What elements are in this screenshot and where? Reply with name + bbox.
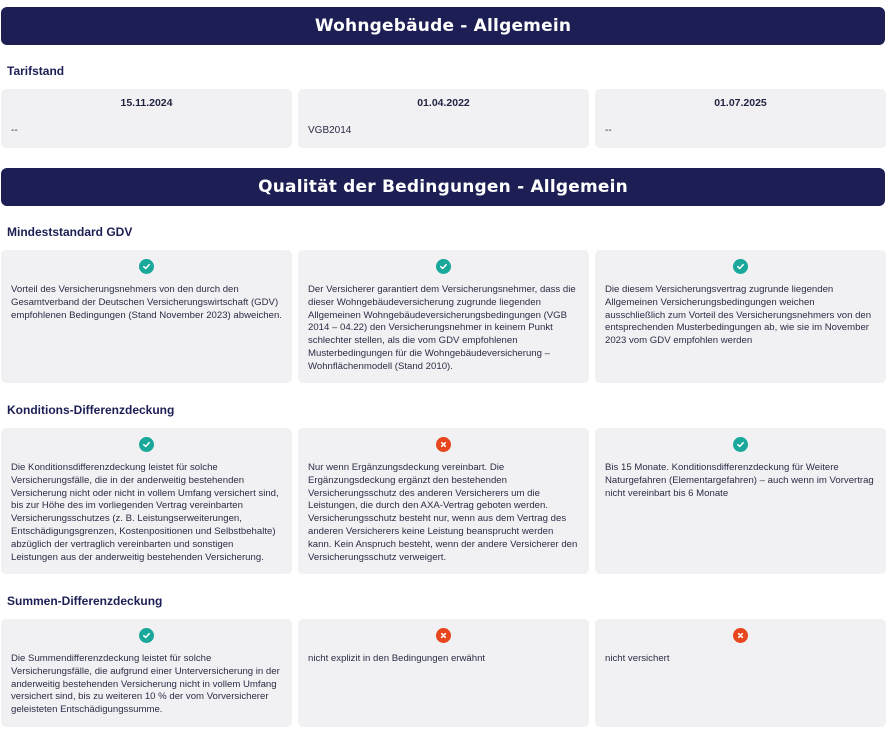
check-icon <box>436 259 451 274</box>
status-icon-wrap <box>605 437 876 452</box>
mindeststandard-label: Mindeststandard GDV <box>7 225 133 239</box>
condition-card <box>595 619 886 727</box>
tarif-date: 01.07.2025 <box>714 97 767 109</box>
cross-icon <box>436 437 451 452</box>
condition-card <box>1 250 292 383</box>
status-icon-wrap <box>308 628 579 643</box>
check-icon <box>733 259 748 274</box>
condition-text: nicht explizit in den Bedingungen erwähnt <box>308 653 486 664</box>
tarif-card <box>298 89 589 148</box>
condition-card <box>595 250 886 383</box>
check-icon <box>139 628 154 643</box>
condition-card <box>1 619 292 727</box>
cross-icon <box>733 628 748 643</box>
tarif-value: VGB2014 <box>308 125 352 136</box>
check-icon <box>733 437 748 452</box>
condition-text: Vorteil des Versicherungsnehmers von den durch den Gesamtverband der Deutschen Versicherungswirtschaft (GDV) empfohlenen Bedingungen (Stand November 2023) abweichen. <box>11 284 282 321</box>
tarifstand-label: Tarifstand <box>7 64 65 78</box>
condition-card <box>298 428 589 574</box>
tarif-date: 01.04.2022 <box>417 97 470 109</box>
cross-icon <box>436 628 451 643</box>
status-icon-wrap <box>308 437 579 452</box>
status-icon-wrap <box>11 628 282 643</box>
section-banner-quality <box>1 168 885 206</box>
condition-text: Die diesem Versicherungsvertrag zugrunde liegenden Allgemeinen Versicherungsbedingungen weichen ausschließlich zum Vorteil des Versicherungsnehmers von den entsprechenden Musterbedingungen ab, wie sie im November 2023 vom GDV empfohlen werden <box>605 284 872 347</box>
status-icon-wrap <box>605 259 876 274</box>
condition-text: Die Konditionsdifferenzdeckung leistet für solche Versicherungsfälle, die in der anderweitig bestehenden Versicherung nicht oder nicht in vollem Umfang versichert sind, bis zur Höhe des im vorliegenden Vertrag vereinbarten Versicherungsschutzes (z. B. Leistungserweiterungen, Entschädigungsgrenzen, Kostenpositionen und Selbstbehalte) abzüglich der vertraglich vereinbarten und sonstigen Leistungen aus der anderweitig bestehenden Versicherung. <box>11 462 279 563</box>
condition-card <box>298 250 589 383</box>
status-icon-wrap <box>308 259 579 274</box>
tarifstand-row <box>1 89 886 148</box>
konditionen-row <box>1 428 886 574</box>
condition-text: Nur wenn Ergänzungsdeckung vereinbart. Die Ergänzungsdeckung ergänzt den bestehenden Versicherungsschutz des anderen Versicherers um die Leistungen, die durch den AXA-Vertrag geboten werden. Versicherungsschutz besteht nur, wenn aus dem Vertrag des anderen Versicherers keine Leistung beansprucht werden kann. Kein Anspruch besteht, wenn der andere Versicherer den Versicherungsschutz verweigert. <box>308 462 578 563</box>
banner-title: Qualität der Bedingungen - Allgemein <box>258 177 628 197</box>
tarif-card <box>595 89 886 148</box>
konditionen-label: Konditions-Differenzdeckung <box>7 403 175 417</box>
tarif-date: 15.11.2024 <box>120 97 173 109</box>
check-icon <box>139 437 154 452</box>
condition-card <box>1 428 292 574</box>
status-icon-wrap <box>11 437 282 452</box>
condition-card <box>298 619 589 727</box>
summen-row <box>1 619 886 727</box>
summen-label: Summen-Differenzdeckung <box>7 594 163 608</box>
check-icon <box>139 259 154 274</box>
condition-text: Bis 15 Monate. Konditionsdifferenzdeckung für Weitere Naturgefahren (Elementargefahren) – auch wenn im Vorvertrag nicht vereinbart bis 6 Monate <box>605 462 874 499</box>
condition-text: Der Versicherer garantiert dem Versicherungsnehmer, dass die dieser Wohngebäudeversicherung zugrunde liegenden Allgemeinen Wohngebäudeversicherungsbedingungen (VGB 2014 – 04.22) den Versicherungsnehmer in keinem Punkt schlechter stellen, als die vom GDV empfohlenen Musterbedingungen für die Wohngebäudeversicherung – Wohnflächenmodell (Stand 2010). <box>308 284 576 372</box>
mindeststandard-row <box>1 250 886 383</box>
condition-text: Die Summendifferenzdeckung leistet für solche Versicherungsfälle, die aufgrund einer Unterversicherung in der anderweitig bestehenden Versicherung nicht in vollem Umfang versichert sind, bis zu weiteren 10 % der vom Vorversicherer geleisteten Entschädigungssumme. <box>11 653 280 716</box>
tarif-value: -- <box>605 125 612 136</box>
tarif-value: -- <box>11 125 18 136</box>
condition-card <box>595 428 886 574</box>
tarif-card <box>1 89 292 148</box>
status-icon-wrap <box>11 259 282 274</box>
status-icon-wrap <box>605 628 876 643</box>
condition-text: nicht versichert <box>605 653 670 664</box>
section-banner-general <box>1 7 885 45</box>
banner-title: Wohngebäude - Allgemein <box>314 16 572 36</box>
